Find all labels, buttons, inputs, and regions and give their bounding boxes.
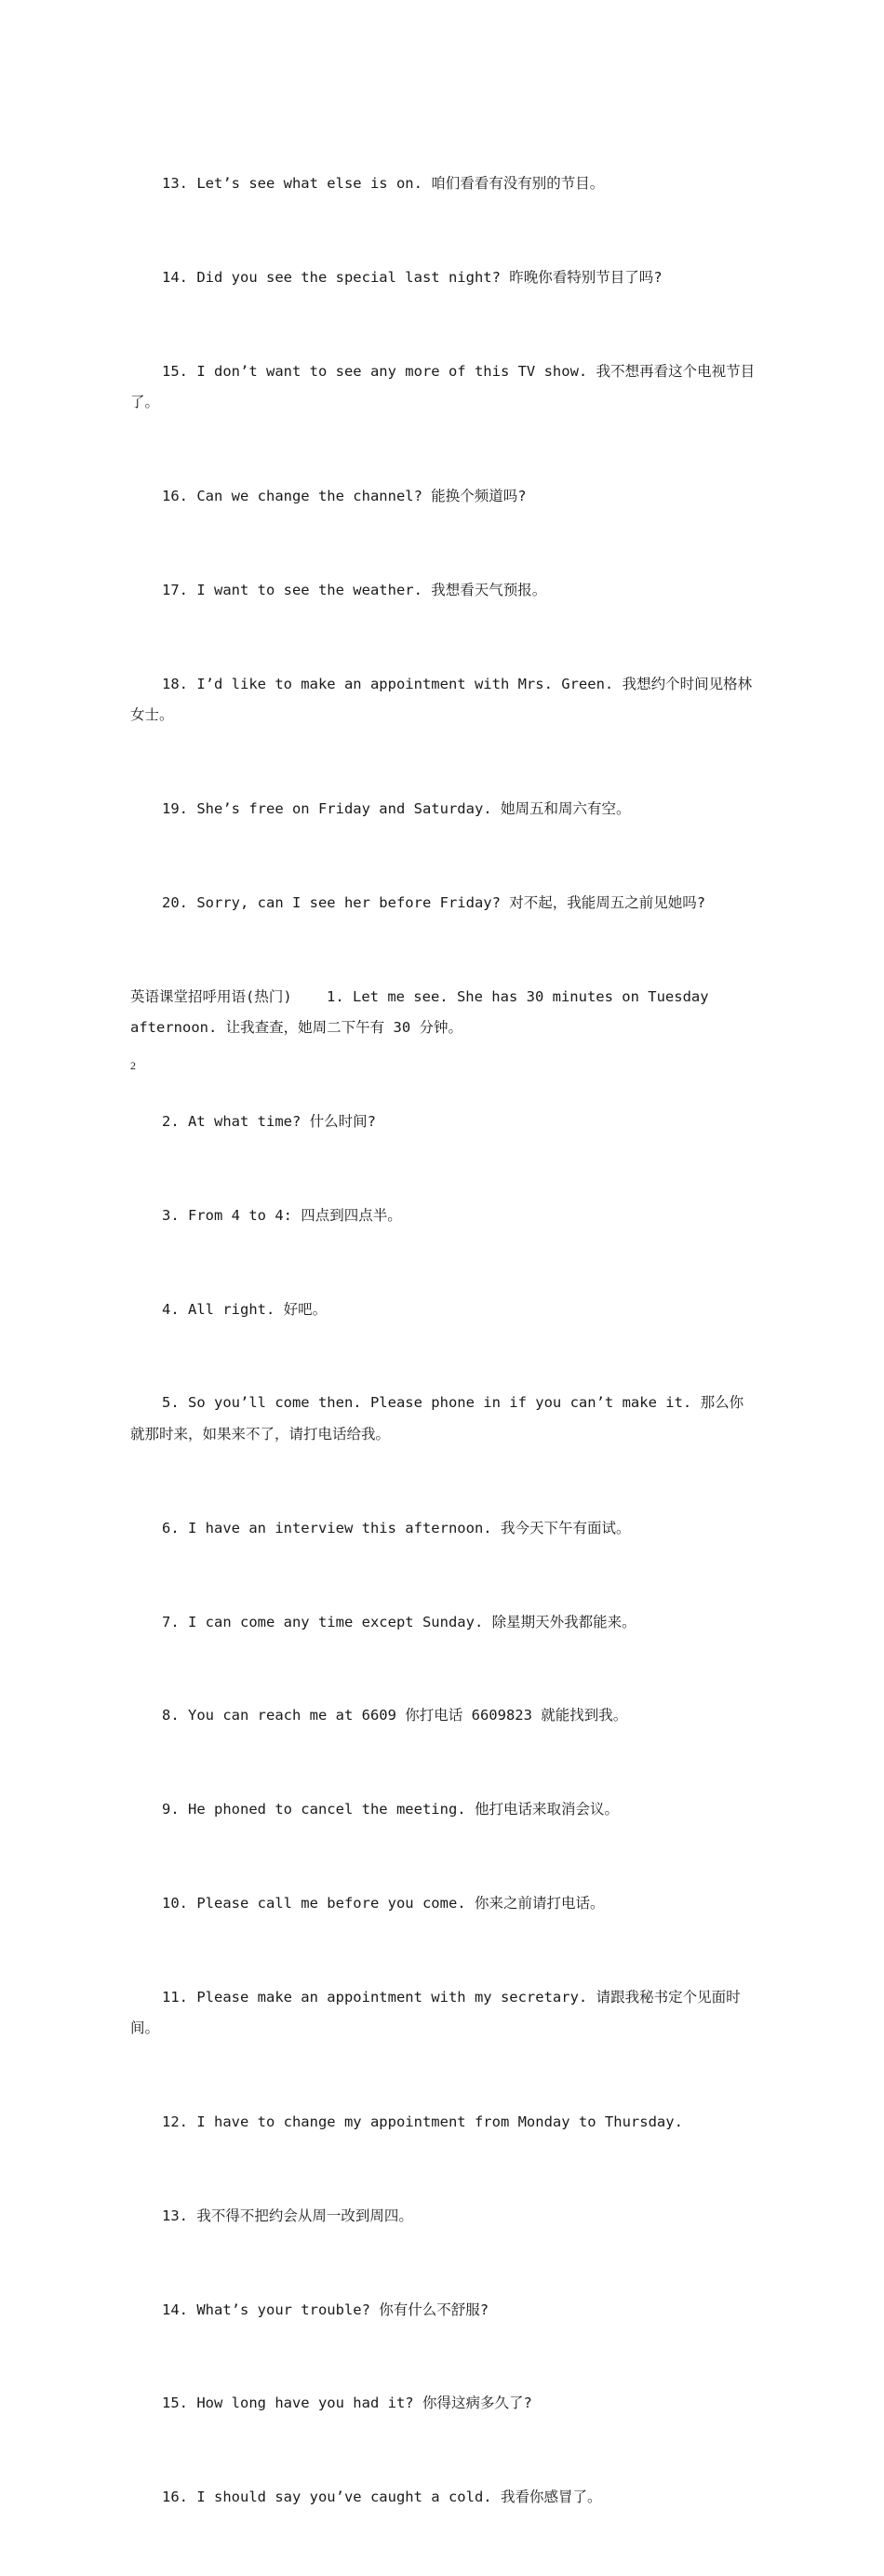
text-line: 14. Did you see the special last night? 昨晚你看特别节目了吗? bbox=[162, 268, 663, 286]
text-line: 16. Can we change the channel? 能换个频道吗? bbox=[162, 488, 527, 505]
text-line: 17. I want to see the weather. 我想看天气预报。 bbox=[162, 581, 547, 598]
text-line: 15. I don’t want to see any more of this TV show. 我不想再看这个电视节目了。 bbox=[130, 362, 756, 411]
text-line: 10. Please call me before you come. 你来之前请打电话。 bbox=[162, 1894, 605, 1912]
text-line: 19. She’s free on Friday and Saturday. 她周五和周六有空。 bbox=[162, 800, 631, 818]
page-number: 2 bbox=[130, 1059, 136, 1072]
text-line: 5. So you’ll come then. Please phone in if you can’t make it. 那么你就那时来，如果来不了，请打电话给我。 bbox=[130, 1394, 744, 1442]
text-line: 2. At what time? 什么时间? bbox=[162, 1113, 376, 1130]
text-line: 8. You can reach me at 6609 你打电话 6609823 就能找到我。 bbox=[162, 1707, 628, 1724]
text-line: 3. From 4 to 4: 四点到四点半。 bbox=[162, 1206, 402, 1224]
text-line: 20. Sorry, can I see her before Friday? 对不起，我能周五之前见她吗? bbox=[162, 893, 706, 911]
text-line: 12. I have to change my appointment from Monday to Thursday. bbox=[162, 2113, 683, 2130]
text-line: 18. I’d like to make an appointment with Mrs. Green. 我想约个时间见格林女士。 bbox=[130, 675, 753, 724]
text-line: 15. How long have you had it? 你得这病多久了? bbox=[162, 2395, 532, 2412]
text-line: 13. 我不得不把约会从周一改到周四。 bbox=[162, 2207, 413, 2224]
text-line: 13. Let’s see what else is on. 咱们看看有没有别的节目。 bbox=[162, 175, 605, 193]
text-line: 16. I should say you’ve caught a cold. 我看你感冒了。 bbox=[162, 2489, 602, 2506]
text-line: 7. I can come any time except Sunday. 除星期天外我都能来。 bbox=[162, 1613, 636, 1630]
text-line: 6. I have an interview this afternoon. 我今天下午有面试。 bbox=[162, 1519, 631, 1536]
text-line: 11. Please make an appointment with my secretary. 请跟我秘书定个见面时间。 bbox=[130, 1988, 741, 2037]
text-line: 9. He phoned to cancel the meeting. 他打电话来取消会议。 bbox=[162, 1801, 619, 1818]
text-line: 4. All right. 好吧。 bbox=[162, 1300, 328, 1318]
text-line-section-heading: 英语课堂招呼用语(热门) 1. Let me see. She has 30 minutes on Tuesday afternoon. 让我查查，她周二下午有 30 分钟。 bbox=[130, 987, 717, 1037]
text-line: 14. What’s your trouble? 你有什么不舒服? bbox=[162, 2301, 489, 2318]
document-body bbox=[130, 106, 756, 2576]
